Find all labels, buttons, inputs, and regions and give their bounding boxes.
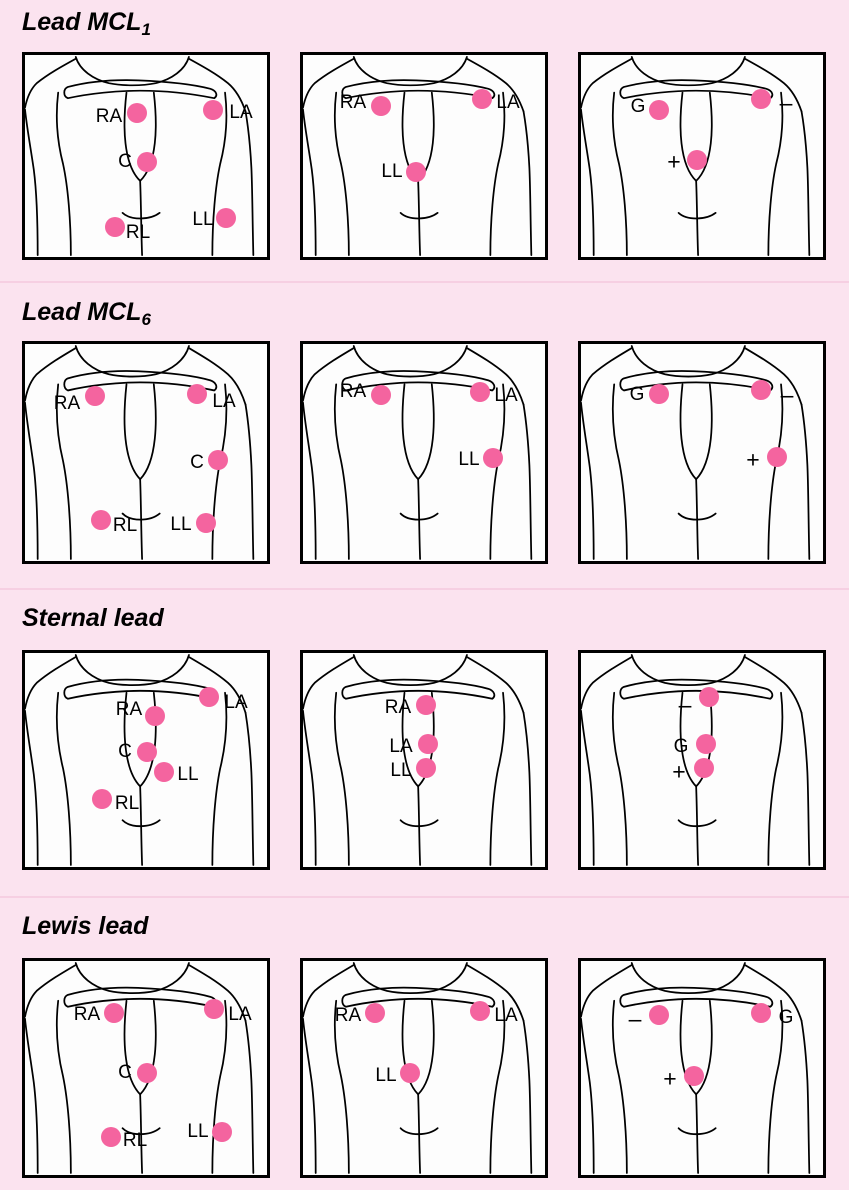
electrode-label-la: LA	[389, 736, 413, 757]
electrode-label-ra: RA	[115, 699, 143, 720]
electrode-dot-rl	[91, 510, 111, 530]
electrode-label-pos: +	[667, 148, 681, 175]
electrode-label-neg: –	[628, 1005, 642, 1032]
panel-five-electrode-placement	[22, 341, 270, 564]
electrode-dot-neg	[699, 687, 719, 707]
electrode-dot-ll	[483, 448, 503, 468]
electrode-dot-la	[470, 1001, 490, 1021]
electrode-label-la: LA	[494, 1005, 518, 1026]
electrode-dot-ll	[212, 1122, 232, 1142]
section-title	[22, 298, 151, 327]
section-divider	[0, 281, 849, 283]
section-title	[22, 912, 148, 941]
electrode-label-la: LA	[494, 385, 518, 406]
electrode-dot-ra	[371, 385, 391, 405]
panel-three-electrode-placement	[300, 52, 548, 260]
electrode-dot-c	[137, 1063, 157, 1083]
panel-row	[0, 341, 849, 564]
electrode-label-ra: RA	[339, 92, 367, 113]
electrode-label-neg: –	[780, 381, 794, 408]
electrode-dot-neg	[649, 1005, 669, 1025]
electrode-dot-g	[649, 100, 669, 120]
panel-five-electrode-placement	[22, 650, 270, 870]
electrode-label-ll: LL	[390, 760, 412, 781]
section-title-text: Lead MCL	[22, 8, 142, 36]
electrode-label-rl: RL	[122, 1130, 148, 1151]
electrode-dot-ra	[85, 386, 105, 406]
electrode-dot-la	[472, 89, 492, 109]
electrode-dot-ll	[196, 513, 216, 533]
section-title-text: Lead MCL	[22, 298, 142, 326]
electrode-label-la: LA	[224, 692, 248, 713]
electrode-dot-ra	[127, 103, 147, 123]
torso-outline	[581, 344, 823, 561]
electrode-dot-g	[649, 384, 669, 404]
section-divider	[0, 896, 849, 898]
electrode-label-la: LA	[212, 391, 236, 412]
section-title-subscript: 6	[141, 310, 151, 329]
electrode-dot-g	[696, 734, 716, 754]
electrode-label-ll: LL	[375, 1065, 397, 1086]
panel-row	[0, 958, 849, 1178]
electrode-label-rl: RL	[114, 793, 140, 814]
section-title-text: Sternal lead	[22, 604, 164, 632]
electrode-dot-ra	[371, 96, 391, 116]
panel-three-electrode-placement	[300, 341, 548, 564]
electrode-label-g: G	[673, 736, 689, 757]
electrode-label-ra: RA	[53, 393, 81, 414]
electrode-dot-ll	[416, 758, 436, 778]
electrode-label-ra: RA	[95, 106, 123, 127]
panel-polarity-placement	[578, 650, 826, 870]
panel-five-electrode-placement	[22, 958, 270, 1178]
electrode-dot-rl	[92, 789, 112, 809]
panel-three-electrode-placement	[300, 650, 548, 870]
electrode-label-g: G	[629, 384, 645, 405]
electrode-label-ll: LL	[170, 514, 192, 535]
electrode-label-neg: –	[779, 89, 793, 116]
panel-polarity-placement	[578, 52, 826, 260]
section-title	[22, 8, 151, 37]
panel-five-electrode-placement	[22, 52, 270, 260]
electrode-dot-neg	[751, 89, 771, 109]
electrode-dot-la	[470, 382, 490, 402]
electrode-dot-la	[418, 734, 438, 754]
electrode-dot-c	[137, 742, 157, 762]
electrode-dot-ll	[400, 1063, 420, 1083]
electrode-label-ra: RA	[73, 1004, 101, 1025]
section-title-subscript: 1	[141, 20, 151, 39]
panel-row	[0, 52, 849, 260]
electrode-dot-la	[199, 687, 219, 707]
electrode-label-rl: RL	[125, 222, 151, 243]
torso-outline	[25, 344, 267, 561]
electrode-label-la: LA	[496, 92, 520, 113]
electrode-label-c: C	[118, 741, 132, 762]
electrode-dot-pos	[694, 758, 714, 778]
electrode-dot-c	[137, 152, 157, 172]
electrode-label-la: LA	[228, 1004, 252, 1025]
electrode-dot-c	[208, 450, 228, 470]
electrode-dot-ll	[216, 208, 236, 228]
section-title	[22, 604, 164, 633]
torso-outline	[303, 961, 545, 1175]
electrode-dot-la	[203, 100, 223, 120]
electrode-dot-ra	[416, 695, 436, 715]
panel-row	[0, 650, 849, 870]
electrode-dot-ra	[365, 1003, 385, 1023]
electrode-dot-la	[187, 384, 207, 404]
section-title-text: Lewis lead	[22, 912, 149, 940]
panel-polarity-placement	[578, 341, 826, 564]
electrode-label-la: LA	[229, 102, 253, 123]
electrode-label-c: C	[190, 452, 204, 473]
electrode-dot-g	[751, 1003, 771, 1023]
electrode-dot-rl	[101, 1127, 121, 1147]
electrode-dot-ra	[104, 1003, 124, 1023]
torso-outline	[581, 961, 823, 1175]
electrode-label-rl: RL	[112, 515, 138, 536]
electrode-dot-la	[204, 999, 224, 1019]
electrode-dot-rl	[105, 217, 125, 237]
electrode-label-neg: –	[678, 691, 692, 718]
electrode-label-pos: +	[746, 446, 760, 473]
torso-outline	[303, 344, 545, 561]
panel-polarity-placement	[578, 958, 826, 1178]
electrode-label-g: G	[778, 1007, 794, 1028]
section-divider	[0, 588, 849, 590]
electrode-label-ll: LL	[187, 1121, 209, 1142]
electrode-dot-pos	[767, 447, 787, 467]
electrode-dot-pos	[687, 150, 707, 170]
torso-outline	[303, 55, 545, 257]
electrode-label-ra: RA	[384, 697, 412, 718]
electrode-label-ll: LL	[192, 209, 214, 230]
electrode-label-ra: RA	[339, 381, 367, 402]
electrode-label-c: C	[118, 1062, 132, 1083]
electrode-dot-ra	[145, 706, 165, 726]
electrode-label-g: G	[630, 96, 646, 117]
electrode-label-c: C	[118, 151, 132, 172]
electrode-dot-ll	[406, 162, 426, 182]
electrode-label-ll: LL	[458, 449, 480, 470]
electrode-label-pos: +	[663, 1065, 677, 1092]
electrode-label-ll: LL	[177, 764, 199, 785]
panel-three-electrode-placement	[300, 958, 548, 1178]
electrode-label-pos: +	[672, 758, 686, 785]
electrode-dot-ll	[154, 762, 174, 782]
electrode-label-ra: RA	[334, 1005, 362, 1026]
electrode-dot-pos	[684, 1066, 704, 1086]
electrode-dot-neg	[751, 380, 771, 400]
electrode-label-ll: LL	[381, 161, 403, 182]
